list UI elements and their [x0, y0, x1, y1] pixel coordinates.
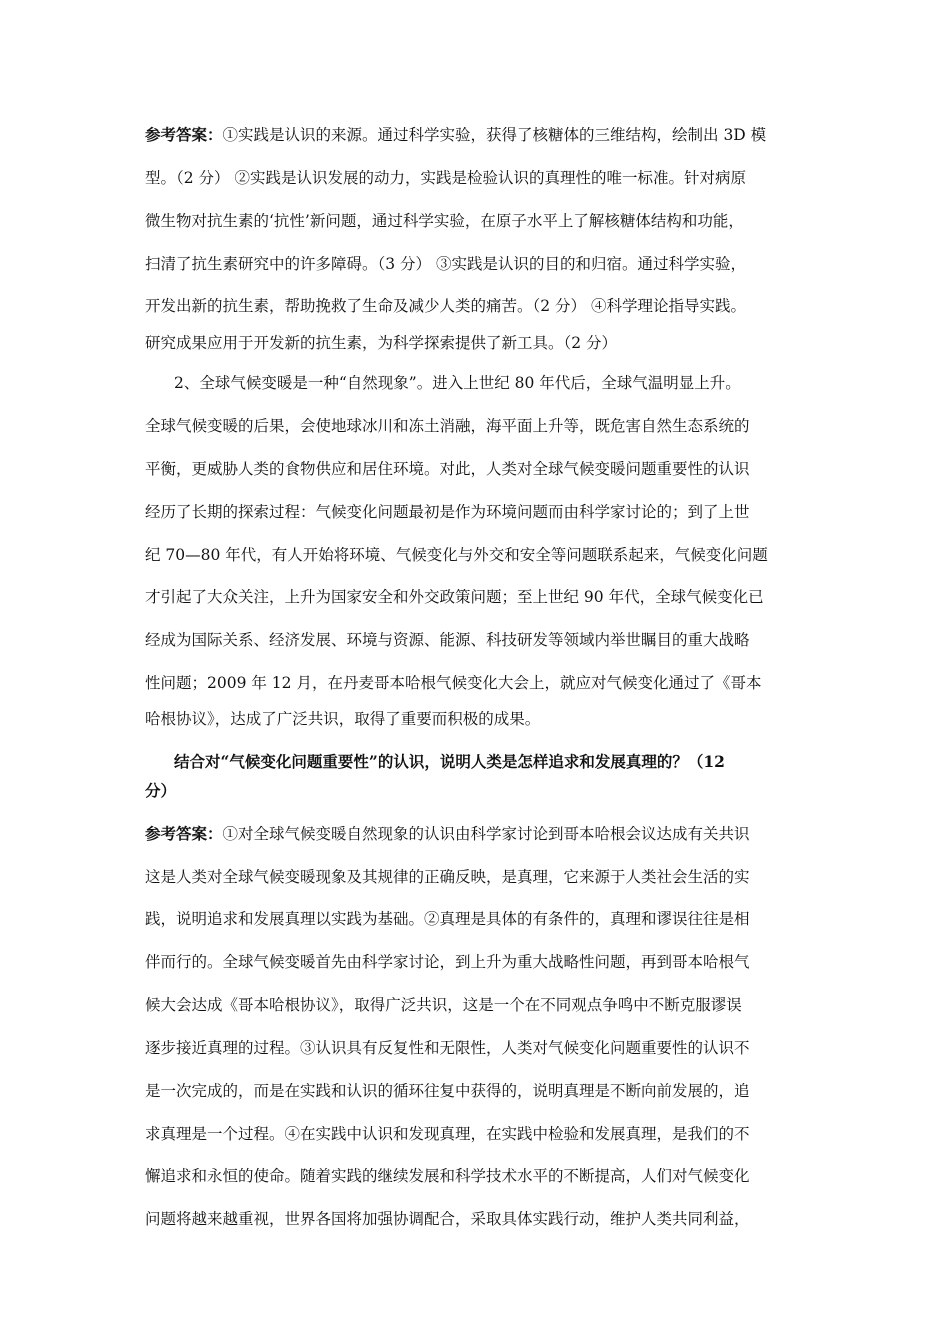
- answer1-first-line: [145, 125, 766, 145]
- answer1-line: 开发出新的抗生素，帮助挽救了生命及减少人类的痛苦。（2 分） ④科学理论指导实践。: [145, 297, 746, 315]
- answer-label: 参考答案：: [145, 824, 223, 843]
- question2-line: 哈根协议》，达成了广泛共识，取得了重要而积极的成果。: [145, 710, 541, 728]
- question2-line: 经历了长期的探索过程：气候变化问题最初是作为环境问题而由科学家讨论的；到了上世: [145, 503, 750, 521]
- answer2-line: 践，说明追求和发展真理以实践为基础。②真理是具体的有条件的，真理和谬误往往是相: [145, 910, 750, 928]
- answer1-line: 研究成果应用于开发新的抗生素，为科学探索提供了新工具。（2 分）: [145, 334, 618, 352]
- answer2-line: 问题将越来越重视，世界各国将加强协调配合，采取具体实践行动，维护人类共同利益，: [145, 1210, 750, 1228]
- answer1-line: 型。（2 分） ②实践是认识发展的动力，实践是检验认识的真理性的唯一标准。针对病原: [145, 169, 746, 187]
- question2-prompt-cont: 分）: [145, 781, 177, 800]
- question2-line: 纪 70—80 年代，有人开始将环境、气候变化与外交和安全等问题联系起来，气候变化问题: [145, 546, 768, 564]
- question2-line: 才引起了大众关注，上升为国家安全和外交政策问题；至上世纪 90 年代，全球气候变化已: [145, 588, 764, 606]
- question2-line: 性问题；2009 年 12 月，在丹麦哥本哈根气候变化大会上，就应对气候变化通过了《哥本: [145, 674, 762, 692]
- answer2-line: 这是人类对全球气候变暖现象及其规律的正确反映，是真理，它来源于人类社会生活的实: [145, 868, 750, 886]
- question2-line: 2、全球气候变暖是一种“自然现象”。进入上世纪 80 年代后，全球气温明显上升。: [174, 374, 741, 392]
- answer1-line: 扫清了抗生素研究中的许多障碍。（3 分） ③实践是认识的目的和归宿。通过科学实验，: [145, 255, 746, 273]
- question2-prompt: 结合对“气候变化问题重要性”的认识，说明人类是怎样追求和发展真理的？（12: [174, 752, 725, 771]
- answer2-line: 逐步接近真理的过程。③认识具有反复性和无限性，人类对气候变化问题重要性的认识不: [145, 1039, 750, 1057]
- question2-line: 全球气候变暖的后果，会使地球冰川和冻土消融，海平面上升等，既危害自然生态系统的: [145, 417, 750, 435]
- answer2-line: 伴而行的。全球气候变暖首先由科学家讨论，到上升为重大战略性问题，再到哥本哈根气: [145, 953, 750, 971]
- answer-text: ①实践是认识的来源。通过科学实验，获得了核糖体的三维结构，绘制出 3D 模: [222, 126, 767, 144]
- answer2-line: 求真理是一个过程。④在实践中认识和发现真理，在实践中检验和发展真理，是我们的不: [145, 1125, 750, 1143]
- answer-label: 参考答案：: [145, 125, 223, 144]
- answer2-line: 懈追求和永恒的使命。随着实践的继续发展和科学技术水平的不断提高，人们对气候变化: [145, 1167, 750, 1185]
- answer2-line: 候大会达成《哥本哈根协议》，取得广泛共识，这是一个在不同观点争鸣中不断克服谬误: [145, 996, 742, 1014]
- question2-line: 平衡，更威胁人类的食物供应和居住环境。对此，人类对全球气候变暖问题重要性的认识: [145, 460, 750, 478]
- question2-line: 经成为国际关系、经济发展、环境与资源、能源、科技研发等领域内举世瞩目的重大战略: [145, 631, 750, 649]
- answer2-line: 是一次完成的，而是在实践和认识的循环往复中获得的，说明真理是不断向前发展的，追: [145, 1082, 750, 1100]
- answer-text: ①对全球气候变暖自然现象的认识由科学家讨论到哥本哈根会议达成有关共识: [222, 825, 750, 843]
- answer2-first-line: [145, 824, 750, 844]
- answer1-line: 微生物对抗生素的‘抗性’新问题，通过科学实验，在原子水平上了解核糖体结构和功能，: [145, 212, 744, 230]
